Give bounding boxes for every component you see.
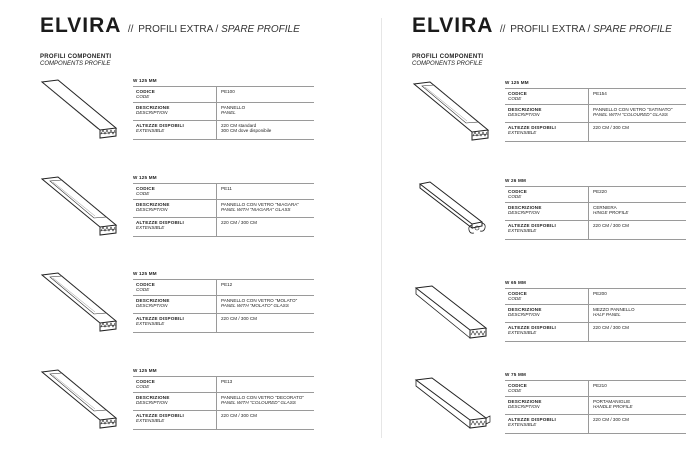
section-title-en: COMPONENTS PROFILE	[412, 61, 483, 67]
brand-title: ELVIRA	[40, 14, 122, 37]
header-title-en: SPARE PROFILE	[221, 24, 300, 35]
desc-label-en: DESCRIPTION	[136, 207, 168, 213]
height-value: 220 CM / 300 CM	[593, 223, 629, 228]
profile-width: W 26 MM	[505, 178, 527, 183]
profile-spec-table	[505, 80, 686, 142]
header-subtitle	[128, 24, 300, 35]
profile-spec-table	[505, 280, 686, 342]
desc-label-en: DESCRIPTION	[136, 110, 168, 116]
height-value: 220 CM / 300 CM	[593, 417, 629, 422]
code-value: PE100	[221, 89, 235, 94]
left-column	[40, 0, 370, 456]
glass-panel-profile-drawing	[40, 271, 126, 341]
description-row	[505, 396, 686, 414]
desc-value-en: PANEL WITH "COLOURED" GLASS	[221, 400, 296, 406]
code-label-en: CODE	[136, 94, 150, 100]
profile-entry	[40, 175, 370, 255]
handle-profile-drawing	[412, 372, 498, 442]
profile-entry	[412, 280, 699, 360]
description-row	[505, 304, 686, 322]
header-title-it: PROFILI EXTRA /	[510, 24, 591, 35]
height-label-en: EXTENSIBLE	[136, 418, 165, 424]
code-row	[133, 279, 314, 295]
profile-width: W 75 MM	[505, 372, 527, 377]
code-label-en: CODE	[508, 296, 522, 302]
desc-value-it: PANNELLO CON VETRO "SATINATO"	[593, 107, 673, 112]
height-value: 220 CM / 300 CM	[221, 413, 257, 418]
desc-value-en: HALF PANEL	[593, 312, 621, 318]
profile-width: W 125 MM	[133, 271, 157, 276]
profile-width: W 125 MM	[133, 368, 157, 373]
profile-width: W 125 MM	[505, 80, 529, 85]
description-row	[133, 295, 314, 313]
glass-panel-profile-drawing	[40, 175, 126, 245]
section-heading	[412, 54, 483, 68]
code-row	[505, 88, 686, 104]
height-label-en: EXTENSIBLE	[136, 321, 165, 327]
brand-title: ELVIRA	[412, 14, 494, 37]
desc-label-it: DESCRIZIONE	[508, 205, 542, 210]
desc-value-it: PANNELLO CON VETRO "NIAGARA"	[221, 202, 299, 207]
glass-panel-profile-drawing	[40, 368, 126, 438]
desc-label-it: DESCRIZIONE	[136, 395, 170, 400]
code-value: PE11	[221, 186, 232, 191]
code-label-it: CODICE	[136, 89, 156, 94]
code-row	[133, 183, 314, 199]
code-row	[505, 380, 686, 396]
height-value: 220 CM / 300 CM	[593, 325, 629, 330]
code-label-it: CODICE	[136, 379, 156, 384]
code-value: PE12	[221, 282, 233, 287]
height-row	[133, 410, 314, 430]
profile-entry	[40, 78, 370, 158]
hinge-profile-drawing	[412, 178, 498, 248]
code-label-en: CODE	[508, 96, 522, 102]
profile-entry	[412, 372, 699, 452]
desc-label-en: DESCRIPTION	[508, 404, 540, 410]
desc-value-en: PANEL WITH "COLOURED" GLASS	[593, 112, 668, 118]
code-label-it: CODICE	[508, 91, 528, 96]
desc-label-en: DESCRIPTION	[508, 210, 540, 216]
desc-label-en: DESCRIPTION	[508, 312, 540, 318]
section-title-it: PROFILI COMPONENTI	[40, 54, 112, 60]
code-label-en: CODE	[508, 388, 522, 394]
code-value: PE210	[593, 383, 607, 388]
desc-value-en: PANEL WITH "MOLATO" GLASS	[221, 303, 289, 309]
height-value: 220 CM standard	[221, 123, 257, 128]
header-title-en: SPARE PROFILE	[593, 24, 672, 35]
header-subtitle	[500, 24, 672, 35]
desc-value-en: PANEL	[221, 110, 236, 116]
height-value: 220 CM / 300 CM	[221, 220, 257, 225]
glass-panel-profile-drawing	[412, 80, 498, 150]
height-row	[505, 322, 686, 342]
height-label-it: ALTEZZE DISPOBILI	[508, 417, 556, 422]
code-label-it: CODICE	[508, 189, 528, 194]
profile-spec-table	[133, 271, 314, 333]
desc-value-it: CERNIERA	[593, 205, 617, 210]
profile-spec-table	[505, 178, 686, 240]
height-label-en: EXTENSIBLE	[508, 228, 537, 234]
description-row	[133, 199, 314, 217]
desc-label-it: DESCRIZIONE	[508, 107, 542, 112]
half-panel-profile-drawing	[412, 280, 498, 350]
height-label-it: ALTEZZE DISPOBILI	[136, 316, 184, 321]
profile-entry	[40, 368, 370, 448]
desc-label-it: DESCRIZIONE	[136, 298, 170, 303]
code-value: PE220	[593, 189, 607, 194]
desc-value-it: MEZZO PANNELLO	[593, 307, 635, 312]
height-row	[505, 414, 686, 434]
desc-label-it: DESCRIZIONE	[136, 105, 170, 110]
profile-entry	[40, 271, 370, 351]
height-row	[133, 217, 314, 237]
code-row	[505, 288, 686, 304]
panel-profile-drawing	[40, 78, 126, 148]
profile-width: W 65 MM	[505, 280, 527, 285]
profile-spec-table	[133, 78, 314, 140]
code-label-it: CODICE	[136, 282, 156, 287]
code-label-en: CODE	[136, 191, 150, 197]
height-label-en: EXTENSIBLE	[136, 128, 165, 134]
height-row	[505, 122, 686, 142]
height-label-it: ALTEZZE DISPOBILI	[136, 413, 184, 418]
code-label-en: CODE	[136, 287, 150, 293]
height-value: 220 CM / 300 CM	[221, 316, 257, 321]
code-label-en: CODE	[136, 384, 150, 390]
desc-value-en: PANEL WITH "NIAGARA" GLASS	[221, 207, 291, 213]
profile-spec-table	[133, 175, 314, 237]
desc-label-it: DESCRIZIONE	[508, 307, 542, 312]
code-label-it: CODICE	[508, 291, 528, 296]
height-row	[505, 220, 686, 240]
code-row	[133, 376, 314, 392]
desc-label-en: DESCRIPTION	[508, 112, 540, 118]
header-title-it: PROFILI EXTRA /	[138, 24, 219, 35]
section-title-it: PROFILI COMPONENTI	[412, 54, 484, 60]
code-value: PE13	[221, 379, 233, 384]
profile-width: W 125 MM	[133, 78, 157, 83]
desc-value-it: PANNELLO CON VETRO "DECORATO"	[221, 395, 304, 400]
height-value: 220 CM / 300 CM	[593, 125, 629, 130]
description-row	[133, 392, 314, 410]
height-label-en: EXTENSIBLE	[508, 130, 537, 136]
page-header	[40, 14, 300, 38]
desc-value-it: PANNELLO	[221, 105, 246, 110]
profile-width: W 125 MM	[133, 175, 157, 180]
height-value-alt: 300 CM dove disponibile	[221, 128, 272, 134]
code-value: PE200	[593, 291, 607, 296]
section-heading	[40, 54, 111, 68]
header-separator: //	[127, 24, 134, 35]
desc-label-en: DESCRIPTION	[136, 400, 168, 406]
height-label-en: EXTENSIBLE	[136, 225, 165, 231]
code-label-en: CODE	[508, 194, 522, 200]
right-column	[412, 0, 699, 456]
desc-value-en: HINGE PROFILE	[593, 210, 629, 216]
desc-label-en: DESCRIPTION	[136, 303, 168, 309]
desc-value-it: PORTAMANIGLIE	[593, 399, 631, 404]
description-row	[505, 202, 686, 220]
height-label-en: EXTENSIBLE	[508, 422, 537, 428]
height-row	[133, 120, 314, 140]
height-label-it: ALTEZZE DISPOBILI	[508, 125, 556, 130]
code-row	[133, 86, 314, 102]
description-row	[505, 104, 686, 122]
desc-label-it: DESCRIZIONE	[136, 202, 170, 207]
page-divider	[381, 18, 382, 438]
desc-label-it: DESCRIZIONE	[508, 399, 542, 404]
code-label-it: CODICE	[508, 383, 528, 388]
height-row	[133, 313, 314, 333]
code-label-it: CODICE	[136, 186, 156, 191]
desc-value-it: PANNELLO CON VETRO "MOLATO"	[221, 298, 298, 303]
desc-value-en: HANDLE PROFILE	[593, 404, 633, 410]
page-header	[412, 14, 672, 38]
section-title-en: COMPONENTS PROFILE	[40, 61, 111, 67]
profile-spec-table	[505, 372, 686, 434]
description-row	[133, 102, 314, 120]
height-label-it: ALTEZZE DISPOBILI	[508, 223, 556, 228]
profile-entry	[412, 178, 699, 258]
height-label-en: EXTENSIBLE	[508, 330, 537, 336]
height-label-it: ALTEZZE DISPOBILI	[508, 325, 556, 330]
profile-entry	[412, 80, 699, 160]
code-row	[505, 186, 686, 202]
height-label-it: ALTEZZE DISPOBILI	[136, 220, 184, 225]
code-value: PE154	[593, 91, 607, 96]
height-label-it: ALTEZZE DISPOBILI	[136, 123, 184, 128]
header-separator: //	[499, 24, 506, 35]
profile-spec-table	[133, 368, 314, 430]
